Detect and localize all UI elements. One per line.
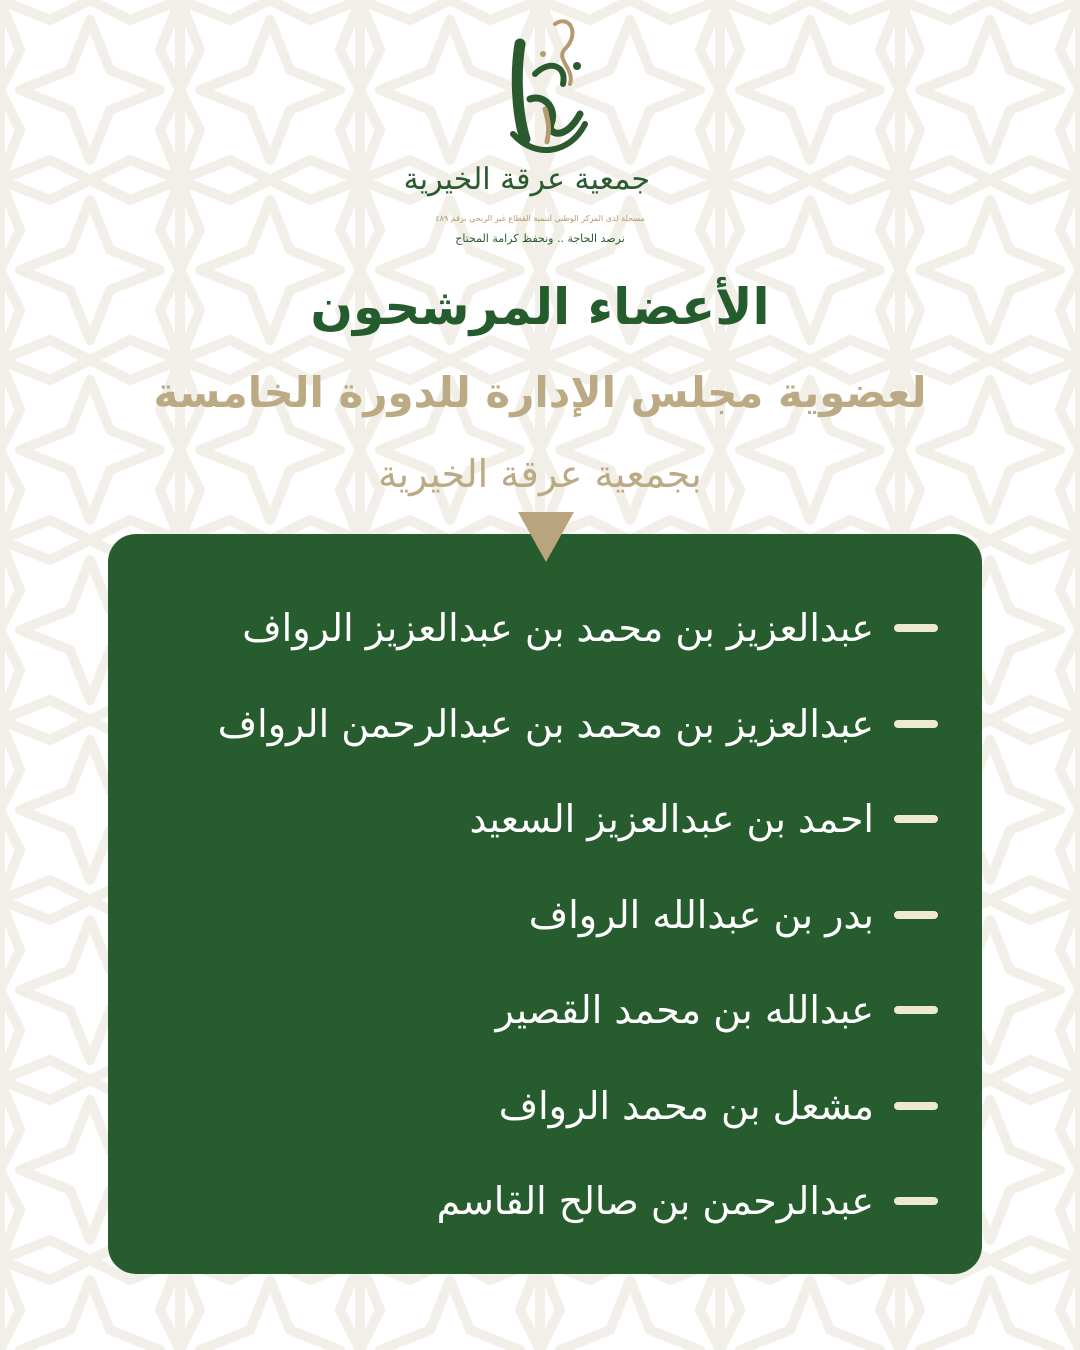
logo-registration-text: مسجلة لدى المركز الوطني لتنمية القطاع غير الربحي برقم ٤٨٩	[435, 214, 645, 223]
list-item	[108, 976, 982, 1072]
dash-bullet-icon	[894, 1006, 938, 1014]
list-item	[108, 594, 982, 690]
dash-bullet-icon	[894, 815, 938, 823]
dash-bullet-icon	[894, 720, 938, 728]
page-title: الأعضاء المرشحون	[310, 278, 770, 336]
dash-bullet-icon	[894, 911, 938, 919]
logo-tagline: نرصد الحاجة .. ونحفظ كرامة المحتاج	[455, 232, 625, 245]
list-item	[108, 1167, 982, 1263]
member-name: مشعل بن محمد الرواف	[498, 1083, 874, 1128]
page-subtitle: لعضوية مجلس الإدارة للدورة الخامسة	[153, 368, 927, 417]
list-item	[108, 881, 982, 977]
member-name: عبدالله بن محمد القصير	[495, 988, 874, 1032]
dash-bullet-icon	[894, 624, 938, 632]
member-name: عبدالرحمن بن صالح القاسم	[436, 1179, 874, 1223]
dash-bullet-icon	[894, 1102, 938, 1110]
member-name: بدر بن عبدالله الرواف	[528, 892, 874, 937]
down-arrow-icon	[518, 512, 574, 562]
member-name: عبدالعزيز بن محمد بن عبدالرحمن الرواف	[217, 701, 874, 746]
logo-organization-name: جمعية عرقة الخيرية	[403, 162, 650, 197]
members-card	[108, 534, 982, 1274]
member-name: عبدالعزيز بن محمد بن عبدالعزيز الرواف	[242, 606, 874, 650]
list-item	[108, 785, 982, 881]
organization-logo	[403, 14, 650, 254]
list-item	[108, 690, 982, 786]
calligraphy-logo-mark-icon	[485, 14, 595, 164]
dash-bullet-icon	[894, 1197, 938, 1205]
organization-line: بجمعية عرقة الخيرية	[378, 452, 702, 496]
list-item	[108, 1072, 982, 1168]
member-name: احمد بن عبدالعزيز السعيد	[469, 797, 874, 841]
members-list	[108, 594, 982, 1263]
